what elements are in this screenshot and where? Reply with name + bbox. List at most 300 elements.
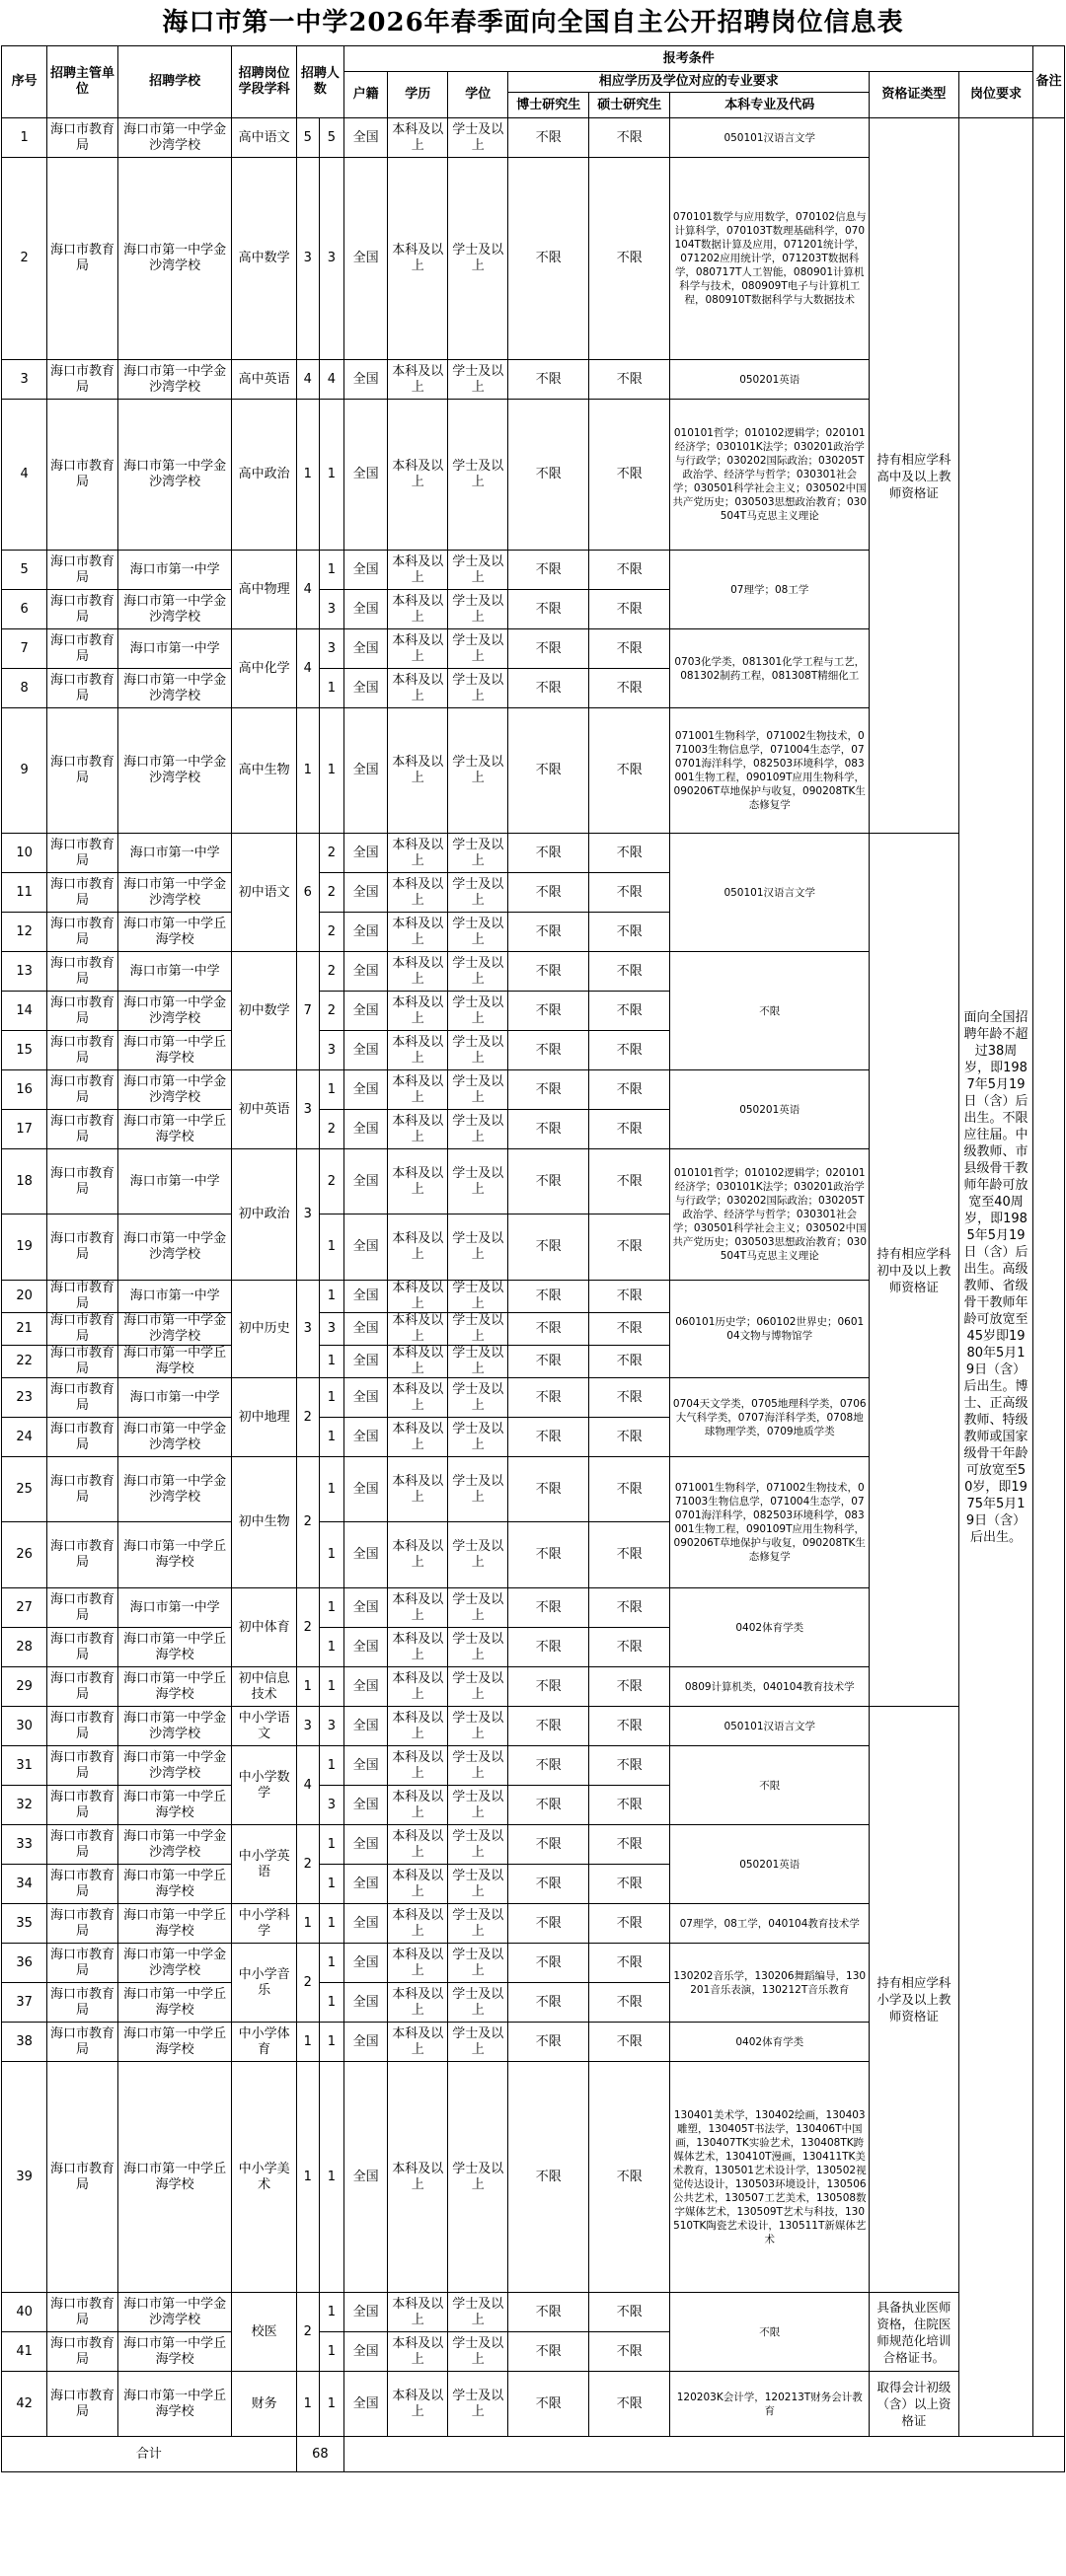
master-cell: 不限 xyxy=(589,1313,670,1346)
hukou-cell: 全国 xyxy=(344,1346,388,1378)
hukou-cell: 全国 xyxy=(344,1313,388,1346)
phd-cell: 不限 xyxy=(508,1865,589,1904)
header-subject: 招聘岗位学段学科 xyxy=(232,46,296,118)
dept-cell: 海口市教育局 xyxy=(47,1707,118,1746)
master-cell: 不限 xyxy=(589,1944,670,1983)
school-cell: 海口市第一中学 xyxy=(117,1588,232,1628)
degree-cell: 学士及以上 xyxy=(448,952,508,992)
seq-cell: 14 xyxy=(2,992,47,1031)
edu-cell: 本科及以上 xyxy=(388,669,448,708)
hukou-cell: 全国 xyxy=(344,669,388,708)
dept-cell: 海口市教育局 xyxy=(47,400,118,551)
degree-cell: 学士及以上 xyxy=(448,1983,508,2023)
subject-total-cell: 3 xyxy=(296,1707,319,1746)
degree-cell: 学士及以上 xyxy=(448,992,508,1031)
master-cell: 不限 xyxy=(589,952,670,992)
degree-cell: 学士及以上 xyxy=(448,873,508,913)
phd-cell: 不限 xyxy=(508,1281,589,1313)
hukou-cell: 全国 xyxy=(344,1944,388,1983)
header-major-req: 相应学历及学位对应的专业要求 xyxy=(508,72,870,93)
seq-cell: 20 xyxy=(2,1281,47,1313)
phd-cell: 不限 xyxy=(508,629,589,669)
seq-cell: 6 xyxy=(2,590,47,629)
phd-cell: 不限 xyxy=(508,1786,589,1825)
edu-cell: 本科及以上 xyxy=(388,1983,448,2023)
edu-cell: 本科及以上 xyxy=(388,1588,448,1628)
school-cell: 海口市第一中学丘海学校 xyxy=(117,2332,232,2372)
bachelor-major-cell: 120203K会计学，120213T财务会计教育 xyxy=(670,2372,870,2437)
edu-cell: 本科及以上 xyxy=(388,1418,448,1457)
bachelor-major-cell: 0704天文学类，0705地理科学类，0706大气科学类，0707海洋科学类，0708地球物理学类，0709地质学类 xyxy=(670,1378,870,1457)
hukou-cell: 全国 xyxy=(344,360,388,400)
bachelor-major-cell: 130401美术学，130402绘画，130403雕塑，130405T书法学，130406T中国画，130407TK实验艺术，130408TK跨媒体艺术，130410T漫画，130411TK美术教育，130501艺术设计学，130502视觉传达设计，130503环境设计，130506公共艺术，130507工艺美术，130508数字媒体艺术，130509T艺术与科技，130510TK陶瓷艺术设计，130511T新媒体艺术 xyxy=(670,2062,870,2293)
header-master: 硕士研究生 xyxy=(589,93,670,118)
subject-cell: 中小学科学 xyxy=(232,1904,296,1944)
degree-cell: 学士及以上 xyxy=(448,590,508,629)
school-cell: 海口市第一中学金沙湾学校 xyxy=(117,1457,232,1522)
hukou-cell: 全国 xyxy=(344,629,388,669)
edu-cell: 本科及以上 xyxy=(388,1110,448,1149)
hukou-cell: 全国 xyxy=(344,2023,388,2062)
count-cell: 2 xyxy=(319,992,343,1031)
subject-total-cell: 2 xyxy=(296,1378,319,1457)
edu-cell: 本科及以上 xyxy=(388,1707,448,1746)
edu-cell: 本科及以上 xyxy=(388,629,448,669)
seq-cell: 28 xyxy=(2,1628,47,1667)
hukou-cell: 全国 xyxy=(344,118,388,158)
count-cell: 3 xyxy=(319,158,343,360)
hukou-cell: 全国 xyxy=(344,1628,388,1667)
bachelor-major-cell: 071001生物科学，071002生物技术，071003生物信息学，071004生态学，070701海洋科学，082503环境科学，083001生物工程，090109T应用生物科学，090206T草地保护与收复，090208TK生态修复学 xyxy=(670,1457,870,1588)
seq-cell: 42 xyxy=(2,2372,47,2437)
bachelor-major-cell: 071001生物科学，071002生物技术，071003生物信息学，071004生态学，070701海洋科学，082503环境科学，083001生物工程，090109T应用生物科学，090206T草地保护与收复，090208TK生态修复学 xyxy=(670,708,870,834)
header-phd: 博士研究生 xyxy=(508,93,589,118)
dept-cell: 海口市教育局 xyxy=(47,1865,118,1904)
seq-cell: 19 xyxy=(2,1214,47,1281)
cert-cell: 具备执业医师资格，住院医师规范化培训合格证书。 xyxy=(870,2293,958,2372)
dept-cell: 海口市教育局 xyxy=(47,1588,118,1628)
dept-cell: 海口市教育局 xyxy=(47,1346,118,1378)
bachelor-major-cell: 0402体育学类 xyxy=(670,2023,870,2062)
edu-cell: 本科及以上 xyxy=(388,1825,448,1865)
phd-cell: 不限 xyxy=(508,2023,589,2062)
master-cell: 不限 xyxy=(589,1707,670,1746)
seq-cell: 1 xyxy=(2,118,47,158)
subject-total-cell: 4 xyxy=(296,629,319,708)
degree-cell: 学士及以上 xyxy=(448,1944,508,1983)
school-cell: 海口市第一中学金沙湾学校 xyxy=(117,1070,232,1110)
school-cell: 海口市第一中学金沙湾学校 xyxy=(117,360,232,400)
seq-cell: 39 xyxy=(2,2062,47,2293)
edu-cell: 本科及以上 xyxy=(388,400,448,551)
hukou-cell: 全国 xyxy=(344,2062,388,2293)
count-cell: 1 xyxy=(319,1746,343,1786)
master-cell: 不限 xyxy=(589,708,670,834)
count-cell: 1 xyxy=(319,2293,343,2332)
dept-cell: 海口市教育局 xyxy=(47,1031,118,1070)
edu-cell: 本科及以上 xyxy=(388,1346,448,1378)
bachelor-major-cell: 不限 xyxy=(670,1746,870,1825)
phd-cell: 不限 xyxy=(508,1110,589,1149)
degree-cell: 学士及以上 xyxy=(448,2023,508,2062)
phd-cell: 不限 xyxy=(508,1378,589,1418)
phd-cell: 不限 xyxy=(508,2293,589,2332)
degree-cell: 学士及以上 xyxy=(448,669,508,708)
hukou-cell: 全国 xyxy=(344,1786,388,1825)
count-cell: 1 xyxy=(319,708,343,834)
edu-cell: 本科及以上 xyxy=(388,118,448,158)
master-cell: 不限 xyxy=(589,118,670,158)
edu-cell: 本科及以上 xyxy=(388,1149,448,1214)
hukou-cell: 全国 xyxy=(344,1588,388,1628)
hukou-cell: 全国 xyxy=(344,913,388,952)
phd-cell: 不限 xyxy=(508,992,589,1031)
subject-total-cell: 5 xyxy=(296,118,319,158)
phd-cell: 不限 xyxy=(508,118,589,158)
master-cell: 不限 xyxy=(589,1378,670,1418)
bachelor-major-cell: 010101哲学；010102逻辑学；020101经济学；030101K法学；030201政治学与行政学；030202国际政治；030205T政治学、经济学与哲学；030301社会学；030501科学社会主义；030502中国共产党历史；030503思想政治教育；030504T马克思主义理论 xyxy=(670,1149,870,1281)
subject-cell: 中小学语文 xyxy=(232,1707,296,1746)
degree-cell: 学士及以上 xyxy=(448,913,508,952)
dept-cell: 海口市教育局 xyxy=(47,1522,118,1588)
degree-cell: 学士及以上 xyxy=(448,1522,508,1588)
hukou-cell: 全国 xyxy=(344,952,388,992)
count-cell: 2 xyxy=(319,873,343,913)
degree-cell: 学士及以上 xyxy=(448,1628,508,1667)
cert-cell: 持有相应学科高中及以上教师资格证 xyxy=(870,118,958,834)
hukou-cell: 全国 xyxy=(344,873,388,913)
school-cell: 海口市第一中学金沙湾学校 xyxy=(117,158,232,360)
subject-total-cell: 3 xyxy=(296,1281,319,1378)
master-cell: 不限 xyxy=(589,1746,670,1786)
header-post-req: 岗位要求 xyxy=(958,72,1033,118)
degree-cell: 学士及以上 xyxy=(448,1110,508,1149)
subject-cell: 中小学英语 xyxy=(232,1825,296,1904)
dept-cell: 海口市教育局 xyxy=(47,708,118,834)
hukou-cell: 全国 xyxy=(344,1418,388,1457)
seq-cell: 26 xyxy=(2,1522,47,1588)
table-row xyxy=(2,834,1065,873)
dept-cell: 海口市教育局 xyxy=(47,1378,118,1418)
master-cell: 不限 xyxy=(589,1588,670,1628)
edu-cell: 本科及以上 xyxy=(388,873,448,913)
subject-total-cell: 2 xyxy=(296,1825,319,1904)
bachelor-major-cell: 0703化学类，081301化学工程与工艺，081302制药工程，081308T精细化工 xyxy=(670,629,870,708)
degree-cell: 学士及以上 xyxy=(448,1825,508,1865)
school-cell: 海口市第一中学金沙湾学校 xyxy=(117,1944,232,1983)
subject-cell: 初中数学 xyxy=(232,952,296,1070)
phd-cell: 不限 xyxy=(508,2062,589,2293)
school-cell: 海口市第一中学金沙湾学校 xyxy=(117,2293,232,2332)
subject-cell: 财务 xyxy=(232,2372,296,2437)
dept-cell: 海口市教育局 xyxy=(47,158,118,360)
dept-cell: 海口市教育局 xyxy=(47,1667,118,1707)
edu-cell: 本科及以上 xyxy=(388,1904,448,1944)
master-cell: 不限 xyxy=(589,590,670,629)
header-degree: 学位 xyxy=(448,72,508,118)
subject-cell: 中小学数学 xyxy=(232,1746,296,1825)
school-cell: 海口市第一中学金沙湾学校 xyxy=(117,992,232,1031)
table-row xyxy=(2,2293,1065,2332)
count-cell: 1 xyxy=(319,1983,343,2023)
seq-cell: 13 xyxy=(2,952,47,992)
degree-cell: 学士及以上 xyxy=(448,1418,508,1457)
seq-cell: 4 xyxy=(2,400,47,551)
seq-cell: 38 xyxy=(2,2023,47,2062)
edu-cell: 本科及以上 xyxy=(388,1628,448,1667)
degree-cell: 学士及以上 xyxy=(448,1457,508,1522)
master-cell: 不限 xyxy=(589,1865,670,1904)
seq-cell: 30 xyxy=(2,1707,47,1746)
header-count: 招聘人数 xyxy=(296,46,343,118)
dept-cell: 海口市教育局 xyxy=(47,992,118,1031)
subject-total-cell: 6 xyxy=(296,834,319,952)
phd-cell: 不限 xyxy=(508,1825,589,1865)
master-cell: 不限 xyxy=(589,1346,670,1378)
subject-total-cell: 2 xyxy=(296,1588,319,1667)
edu-cell: 本科及以上 xyxy=(388,1944,448,1983)
subject-total-cell: 2 xyxy=(296,1944,319,2023)
header-remark: 备注 xyxy=(1033,46,1065,118)
count-cell: 2 xyxy=(319,834,343,873)
bachelor-major-cell: 010101哲学；010102逻辑学；020101经济学；030101K法学；030201政治学与行政学；030202国际政治；030205T政治学、经济学与哲学；030301社会学；030501科学社会主义；030502中国共产党历史；030503思想政治教育；030504T马克思主义理论 xyxy=(670,400,870,551)
phd-cell: 不限 xyxy=(508,1707,589,1746)
school-cell: 海口市第一中学金沙湾学校 xyxy=(117,400,232,551)
seq-cell: 35 xyxy=(2,1904,47,1944)
count-cell: 1 xyxy=(319,2372,343,2437)
count-cell: 1 xyxy=(319,551,343,590)
master-cell: 不限 xyxy=(589,1418,670,1457)
dept-cell: 海口市教育局 xyxy=(47,2293,118,2332)
edu-cell: 本科及以上 xyxy=(388,708,448,834)
degree-cell: 学士及以上 xyxy=(448,1346,508,1378)
seq-cell: 22 xyxy=(2,1346,47,1378)
degree-cell: 学士及以上 xyxy=(448,1281,508,1313)
degree-cell: 学士及以上 xyxy=(448,834,508,873)
seq-cell: 29 xyxy=(2,1667,47,1707)
header-dept: 招聘主管单位 xyxy=(47,46,118,118)
count-cell: 1 xyxy=(319,1944,343,1983)
subject-cell: 校医 xyxy=(232,2293,296,2372)
cert-cell: 取得会计初级（含）以上资格证 xyxy=(870,2372,958,2437)
school-cell: 海口市第一中学丘海学校 xyxy=(117,913,232,952)
subject-total-cell: 3 xyxy=(296,1149,319,1281)
table-row xyxy=(2,1707,1065,1746)
phd-cell: 不限 xyxy=(508,1944,589,1983)
master-cell: 不限 xyxy=(589,400,670,551)
degree-cell: 学士及以上 xyxy=(448,2062,508,2293)
seq-cell: 24 xyxy=(2,1418,47,1457)
edu-cell: 本科及以上 xyxy=(388,834,448,873)
school-cell: 海口市第一中学金沙湾学校 xyxy=(117,1214,232,1281)
degree-cell: 学士及以上 xyxy=(448,1588,508,1628)
dept-cell: 海口市教育局 xyxy=(47,118,118,158)
total-value: 68 xyxy=(296,2437,343,2472)
seq-cell: 17 xyxy=(2,1110,47,1149)
master-cell: 不限 xyxy=(589,669,670,708)
master-cell: 不限 xyxy=(589,992,670,1031)
dept-cell: 海口市教育局 xyxy=(47,1825,118,1865)
count-cell: 3 xyxy=(319,1313,343,1346)
phd-cell: 不限 xyxy=(508,708,589,834)
degree-cell: 学士及以上 xyxy=(448,2293,508,2332)
seq-cell: 12 xyxy=(2,913,47,952)
phd-cell: 不限 xyxy=(508,1457,589,1522)
master-cell: 不限 xyxy=(589,873,670,913)
master-cell: 不限 xyxy=(589,360,670,400)
dept-cell: 海口市教育局 xyxy=(47,1214,118,1281)
hukou-cell: 全国 xyxy=(344,1457,388,1522)
school-cell: 海口市第一中学金沙湾学校 xyxy=(117,873,232,913)
degree-cell: 学士及以上 xyxy=(448,1786,508,1825)
cert-cell: 持有相应学科初中及以上教师资格证 xyxy=(870,834,958,1707)
subject-cell: 高中生物 xyxy=(232,708,296,834)
edu-cell: 本科及以上 xyxy=(388,2062,448,2293)
phd-cell: 不限 xyxy=(508,834,589,873)
bachelor-major-cell: 050201英语 xyxy=(670,360,870,400)
subject-cell: 初中信息技术 xyxy=(232,1667,296,1707)
edu-cell: 本科及以上 xyxy=(388,1667,448,1707)
dept-cell: 海口市教育局 xyxy=(47,1628,118,1667)
count-cell: 3 xyxy=(319,629,343,669)
school-cell: 海口市第一中学丘海学校 xyxy=(117,1983,232,2023)
school-cell: 海口市第一中学丘海学校 xyxy=(117,1667,232,1707)
bachelor-major-cell: 060101历史学；060102世界史；060104文物与博物馆学 xyxy=(670,1281,870,1378)
seq-cell: 23 xyxy=(2,1378,47,1418)
degree-cell: 学士及以上 xyxy=(448,1667,508,1707)
subject-total-cell: 1 xyxy=(296,2372,319,2437)
hukou-cell: 全国 xyxy=(344,1281,388,1313)
master-cell: 不限 xyxy=(589,1031,670,1070)
degree-cell: 学士及以上 xyxy=(448,1149,508,1214)
dept-cell: 海口市教育局 xyxy=(47,1281,118,1313)
subject-cell: 初中生物 xyxy=(232,1457,296,1588)
dept-cell: 海口市教育局 xyxy=(47,952,118,992)
seq-cell: 7 xyxy=(2,629,47,669)
phd-cell: 不限 xyxy=(508,1983,589,2023)
master-cell: 不限 xyxy=(589,1281,670,1313)
dept-cell: 海口市教育局 xyxy=(47,1149,118,1214)
hukou-cell: 全国 xyxy=(344,1707,388,1746)
bachelor-major-cell: 0809计算机类，040104教育技术学 xyxy=(670,1667,870,1707)
count-cell: 3 xyxy=(319,590,343,629)
seq-cell: 32 xyxy=(2,1786,47,1825)
subject-total-cell: 1 xyxy=(296,2062,319,2293)
seq-cell: 40 xyxy=(2,2293,47,2332)
dept-cell: 海口市教育局 xyxy=(47,669,118,708)
edu-cell: 本科及以上 xyxy=(388,1214,448,1281)
table-row xyxy=(2,2372,1065,2437)
subject-cell: 高中物理 xyxy=(232,551,296,629)
hukou-cell: 全国 xyxy=(344,834,388,873)
bachelor-major-cell: 07理学；08工学 xyxy=(670,551,870,629)
school-cell: 海口市第一中学丘海学校 xyxy=(117,2372,232,2437)
dept-cell: 海口市教育局 xyxy=(47,360,118,400)
count-cell: 1 xyxy=(319,1522,343,1588)
count-cell: 1 xyxy=(319,1588,343,1628)
phd-cell: 不限 xyxy=(508,1667,589,1707)
hukou-cell: 全国 xyxy=(344,400,388,551)
bachelor-major-cell: 050201英语 xyxy=(670,1070,870,1149)
seq-cell: 9 xyxy=(2,708,47,834)
school-cell: 海口市第一中学金沙湾学校 xyxy=(117,1707,232,1746)
dept-cell: 海口市教育局 xyxy=(47,1904,118,1944)
school-cell: 海口市第一中学 xyxy=(117,834,232,873)
subject-cell: 初中政治 xyxy=(232,1149,296,1281)
degree-cell: 学士及以上 xyxy=(448,400,508,551)
subject-total-cell: 1 xyxy=(296,400,319,551)
count-cell: 2 xyxy=(319,1149,343,1214)
subject-total-cell: 3 xyxy=(296,158,319,360)
count-cell: 1 xyxy=(319,2062,343,2293)
master-cell: 不限 xyxy=(589,1149,670,1214)
school-cell: 海口市第一中学 xyxy=(117,952,232,992)
seq-cell: 31 xyxy=(2,1746,47,1786)
dept-cell: 海口市教育局 xyxy=(47,551,118,590)
cert-cell: 持有相应学科小学及以上教师资格证 xyxy=(870,1707,958,2293)
phd-cell: 不限 xyxy=(508,1214,589,1281)
count-cell: 1 xyxy=(319,400,343,551)
degree-cell: 学士及以上 xyxy=(448,1214,508,1281)
count-cell: 1 xyxy=(319,2023,343,2062)
school-cell: 海口市第一中学丘海学校 xyxy=(117,1786,232,1825)
count-cell: 1 xyxy=(319,2332,343,2372)
master-cell: 不限 xyxy=(589,1825,670,1865)
master-cell: 不限 xyxy=(589,2062,670,2293)
edu-cell: 本科及以上 xyxy=(388,2023,448,2062)
degree-cell: 学士及以上 xyxy=(448,158,508,360)
count-cell: 1 xyxy=(319,1346,343,1378)
school-cell: 海口市第一中学 xyxy=(117,1281,232,1313)
master-cell: 不限 xyxy=(589,2293,670,2332)
dept-cell: 海口市教育局 xyxy=(47,590,118,629)
subject-cell: 初中语文 xyxy=(232,834,296,952)
degree-cell: 学士及以上 xyxy=(448,2372,508,2437)
master-cell: 不限 xyxy=(589,1457,670,1522)
header-cert: 资格证类型 xyxy=(870,72,958,118)
subject-cell: 中小学体育 xyxy=(232,2023,296,2062)
subject-cell: 高中数学 xyxy=(232,158,296,360)
phd-cell: 不限 xyxy=(508,360,589,400)
degree-cell: 学士及以上 xyxy=(448,1746,508,1786)
school-cell: 海口市第一中学 xyxy=(117,629,232,669)
header-conditions: 报考条件 xyxy=(344,46,1033,72)
edu-cell: 本科及以上 xyxy=(388,360,448,400)
phd-cell: 不限 xyxy=(508,1588,589,1628)
count-cell: 1 xyxy=(319,1865,343,1904)
dept-cell: 海口市教育局 xyxy=(47,1070,118,1110)
hukou-cell: 全国 xyxy=(344,1214,388,1281)
hukou-cell: 全国 xyxy=(344,992,388,1031)
edu-cell: 本科及以上 xyxy=(388,992,448,1031)
edu-cell: 本科及以上 xyxy=(388,1865,448,1904)
subject-total-cell: 4 xyxy=(296,551,319,629)
count-cell: 3 xyxy=(319,1707,343,1746)
degree-cell: 学士及以上 xyxy=(448,1313,508,1346)
seq-cell: 11 xyxy=(2,873,47,913)
master-cell: 不限 xyxy=(589,158,670,360)
master-cell: 不限 xyxy=(589,1667,670,1707)
seq-cell: 18 xyxy=(2,1149,47,1214)
hukou-cell: 全国 xyxy=(344,1110,388,1149)
edu-cell: 本科及以上 xyxy=(388,1070,448,1110)
hukou-cell: 全国 xyxy=(344,1983,388,2023)
edu-cell: 本科及以上 xyxy=(388,1522,448,1588)
edu-cell: 本科及以上 xyxy=(388,1378,448,1418)
seq-cell: 37 xyxy=(2,1983,47,2023)
phd-cell: 不限 xyxy=(508,1313,589,1346)
subject-cell: 初中英语 xyxy=(232,1070,296,1149)
